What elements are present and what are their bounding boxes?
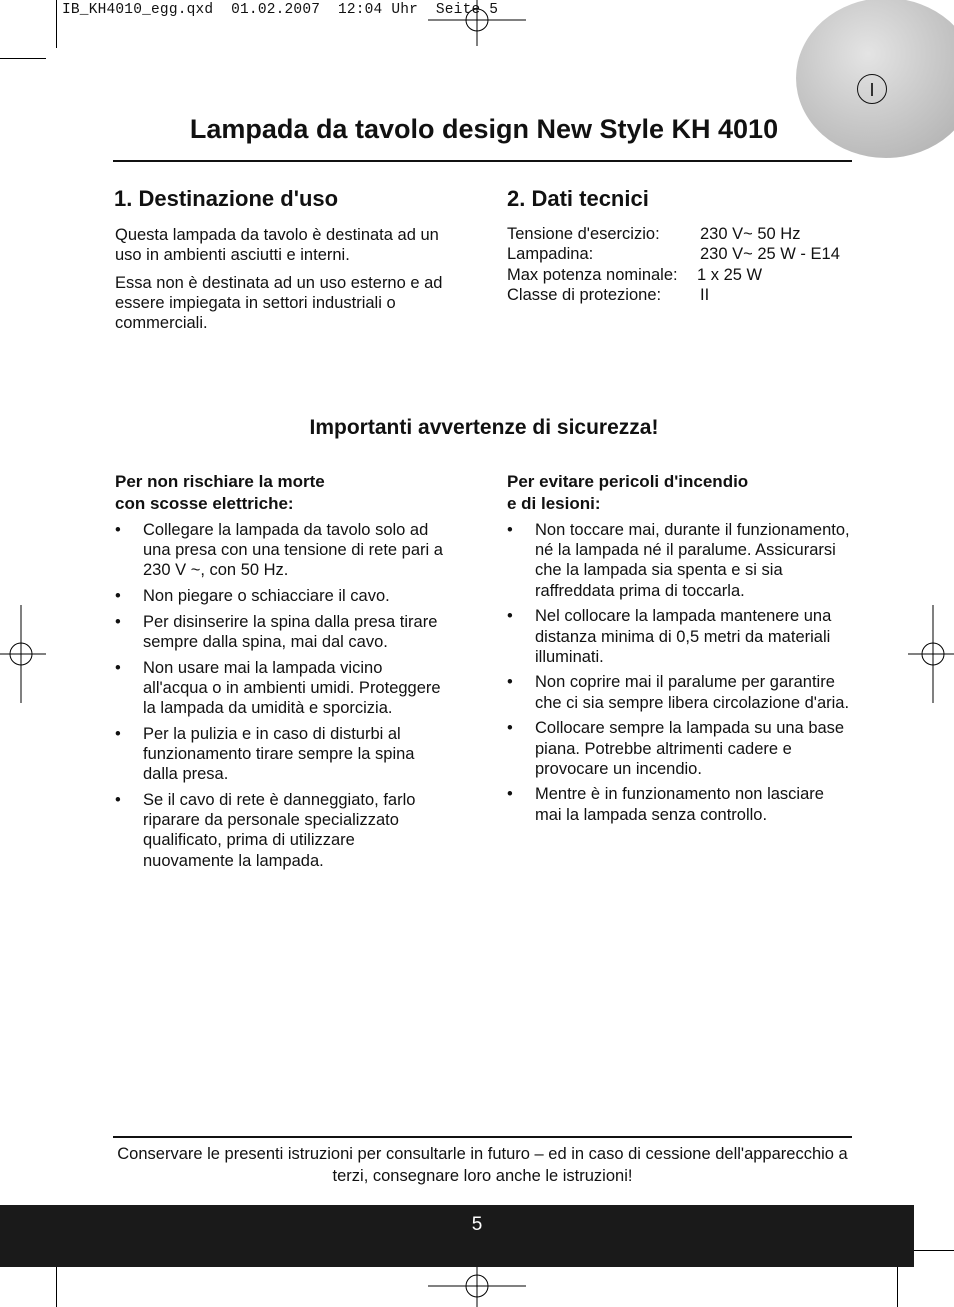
list-item <box>507 606 852 667</box>
list-item-text: Non usare mai la lampada vicino all'acqua o in ambienti umidi. Proteggere la lampada da umidità e sporcizia. <box>143 658 441 718</box>
footer-note: Conservare le presenti istruzioni per consultarle in futuro – ed in caso di cessione dell'apparecchio a terzi, consegnare loro anche le istruzioni! <box>117 1145 848 1185</box>
list-item <box>507 718 852 779</box>
list-item-text: Non piegare o schiacciare il cavo. <box>143 587 390 606</box>
bullet-icon: • <box>507 673 513 692</box>
list-item <box>115 724 450 785</box>
safety-right-subheading-line: e di lesioni: <box>507 493 601 513</box>
spec-row <box>507 244 857 264</box>
list-item-text: Collocare sempre la lampada su una base piana. Potrebbe altrimenti cadere e provocare un incendio. <box>535 719 845 778</box>
list-item <box>507 784 852 824</box>
spec-row <box>507 285 857 305</box>
spec-value: II <box>700 286 710 305</box>
safety-right-subheading <box>507 471 847 514</box>
spec-label: Classe di protezione: <box>507 286 662 305</box>
spec-row <box>507 265 857 285</box>
list-item-text: Nel collocare la lampada mantenere una distanza minima di 0,5 metri da materiali illuminati. <box>535 607 832 666</box>
footer-rule <box>113 1136 852 1138</box>
page-title: Lampada da tavolo design New Style KH 4010 <box>189 114 779 144</box>
bullet-icon: • <box>507 607 513 626</box>
section-heading-intended-use: 1. Destinazione d'uso <box>114 186 339 211</box>
spec-label: Lampadina: <box>507 245 594 264</box>
list-item-text: Collegare la lampada da tavolo solo ad una presa con una tensione di rete pari a 230 V ~, con 50 Hz. <box>143 521 443 580</box>
spec-value: 1 x 25 W <box>697 265 763 284</box>
safety-left-subheading <box>115 471 455 514</box>
intended-use-paragraph-1: Questa lampada da tavolo è destinata ad un uso in ambienti asciutti e interni. <box>115 226 439 264</box>
spec-value: 230 V~ 25 W - E14 <box>700 245 840 264</box>
list-item-text: Per disinserire la spina dalla presa tirare sempre dalla spina, mai dal cavo. <box>143 612 438 652</box>
page-number: 5 <box>471 1214 483 1235</box>
safety-left-subheading-line: Per non rischiare la morte <box>115 472 325 491</box>
registration-mark-left <box>0 605 46 703</box>
bullet-icon: • <box>115 612 121 631</box>
list-item <box>507 520 852 601</box>
list-item <box>115 658 450 719</box>
section-heading-technical-data: 2. Dati tecnici <box>507 186 649 211</box>
file-slug: IB_KH4010_egg.qxd 01.02.2007 12:04 Uhr Seite 5 <box>62 2 499 18</box>
intended-use-paragraph-2: Essa non è destinata ad un uso esterno e ad essere impiegata in settori industriali o commerciali. <box>115 274 443 332</box>
safety-left-subheading-line: con scosse elettriche: <box>115 493 294 513</box>
title-rule <box>113 160 852 162</box>
registration-mark-right <box>908 605 954 703</box>
specs-table <box>507 224 857 306</box>
list-item <box>507 672 852 712</box>
bullet-icon: • <box>115 724 121 743</box>
list-item <box>115 790 450 871</box>
bullet-icon: • <box>115 587 121 606</box>
safety-right-subheading-line: Per evitare pericoli d'incendio <box>507 472 749 491</box>
list-item <box>115 586 450 606</box>
list-item-text: Non coprire mai il paralume per garantire che ci sia sempre libera circolazione d'aria. <box>535 673 850 712</box>
safety-heading: Importanti avvertenze di sicurezza! <box>309 416 659 439</box>
safety-right-list <box>507 520 852 830</box>
bullet-icon: • <box>507 719 513 738</box>
safety-left-list <box>115 520 450 876</box>
spec-value: 230 V~ 50 Hz <box>700 225 801 243</box>
list-item-text: Non toccare mai, durante il funzionamento, né la lampada né il paralume. Assicurarsi che la lampada sia spenta e si sia raffreddata prima di toccarla. <box>535 521 850 600</box>
list-item-text: Se il cavo di rete è danneggiato, farlo riparare da personale specializzato qualificato, prima di utilizzare nuovamente la lampada. <box>143 790 416 870</box>
list-item-text: Mentre è in funzionamento non lasciare mai la lampada senza controllo. <box>535 785 824 824</box>
bullet-icon: • <box>115 521 121 539</box>
spec-row <box>507 224 857 244</box>
bullet-icon: • <box>115 790 121 809</box>
registration-mark-bottom <box>428 1262 526 1307</box>
bullet-icon: • <box>115 658 121 677</box>
list-item-text: Per la pulizia e in caso di disturbi al funzionamento tirare sempre la spina dalla presa. <box>143 724 415 784</box>
bullet-icon: • <box>507 521 513 539</box>
list-item <box>115 612 450 652</box>
spec-label: Tensione d'esercizio: <box>507 225 660 243</box>
language-badge: I <box>857 74 887 104</box>
spec-label: Max potenza nominale: <box>507 265 678 284</box>
list-item <box>115 520 450 581</box>
bullet-icon: • <box>507 785 513 804</box>
